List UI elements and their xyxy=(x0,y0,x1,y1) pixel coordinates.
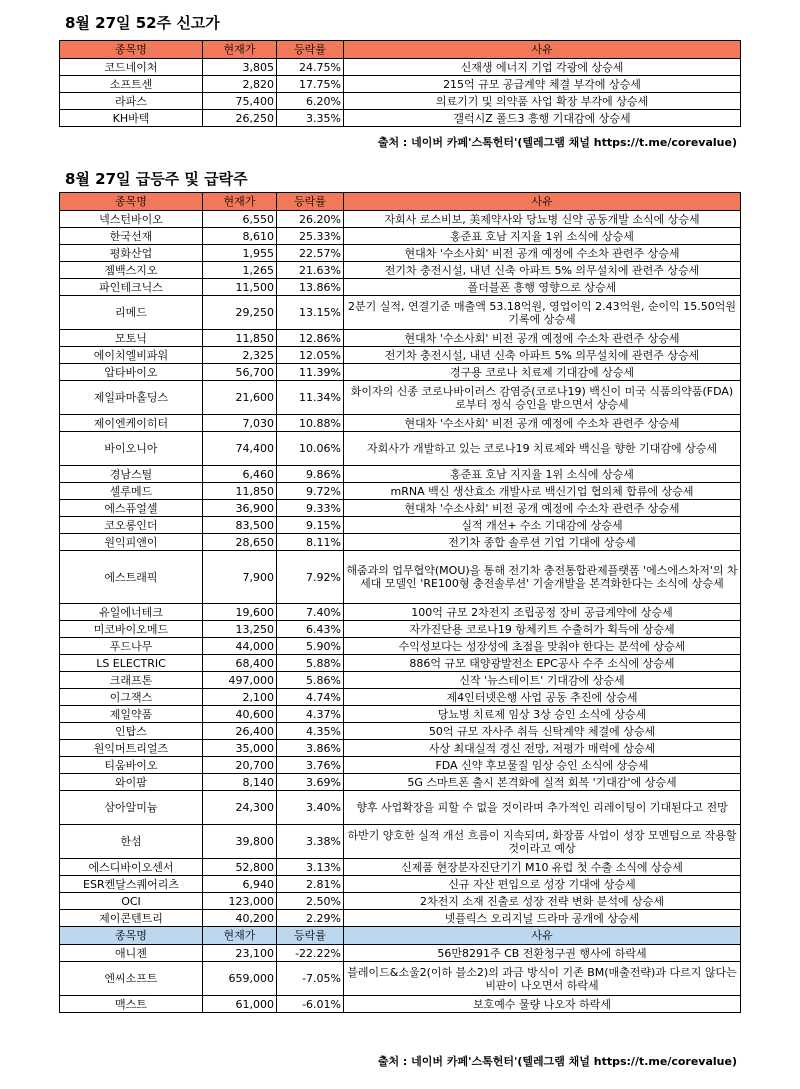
stock-name: 에스디바이오센서 xyxy=(60,859,203,876)
stock-price: 74,400 xyxy=(203,432,277,466)
stock-name: 라파스 xyxy=(60,93,203,110)
stock-name: 코드네이처 xyxy=(60,59,203,76)
table-row xyxy=(60,774,741,791)
stock-price: 21,600 xyxy=(203,381,277,415)
stock-reason: 2차전지 소재 진출로 성장 전략 변화 분석에 상승세 xyxy=(344,893,741,910)
stock-reason: 당뇨병 치료제 임상 3상 승인 소식에 상승세 xyxy=(344,706,741,723)
stock-reason: 현대차 '수소사회' 비전 공개 예정에 수소차 관련주 상승세 xyxy=(344,330,741,347)
header-price: 현재가 xyxy=(203,193,277,211)
table-row xyxy=(60,110,741,127)
table-row xyxy=(60,723,741,740)
stock-change: 26.20% xyxy=(277,211,344,228)
stock-price: 36,900 xyxy=(203,500,277,517)
header-change: 등락률 xyxy=(277,193,344,211)
table-row xyxy=(60,689,741,706)
stock-change: 11.39% xyxy=(277,364,344,381)
stock-change: 5.88% xyxy=(277,655,344,672)
stock-reason: 홍준표 호남 지지율 1위 소식에 상승세 xyxy=(344,466,741,483)
movers-table xyxy=(59,192,741,1013)
stock-price: 1,955 xyxy=(203,245,277,262)
stock-reason: 자회사 로스비보, 美제약사와 당뇨병 신약 공동개발 소식에 상승세 xyxy=(344,211,741,228)
table-row xyxy=(60,228,741,245)
stock-price: 6,940 xyxy=(203,876,277,893)
stock-name: 파인테크닉스 xyxy=(60,279,203,296)
stock-name: 삼아알미늄 xyxy=(60,791,203,825)
stock-name: 에스트래픽 xyxy=(60,551,203,604)
table-row xyxy=(60,330,741,347)
stock-change: 12.05% xyxy=(277,347,344,364)
stock-price: 75,400 xyxy=(203,93,277,110)
stock-price: 11,850 xyxy=(203,483,277,500)
stock-price: 659,000 xyxy=(203,962,277,996)
stock-reason: 블레이드&소울2(이하 블소2)의 과금 방식이 기존 BM(매출전략)과 다르지 않다는 비판이 나오면서 하락세 xyxy=(344,962,741,996)
table-row xyxy=(60,962,741,996)
stock-name: 와이팜 xyxy=(60,774,203,791)
stock-name: 바이오니아 xyxy=(60,432,203,466)
stock-change: 25.33% xyxy=(277,228,344,245)
header-reason: 사유 xyxy=(344,41,741,59)
stock-reason: 886억 규모 태양광발전소 EPC공사 수주 소식에 상승세 xyxy=(344,655,741,672)
stock-price: 20,700 xyxy=(203,757,277,774)
table-row xyxy=(60,59,741,76)
stock-price: 7,900 xyxy=(203,551,277,604)
header-row xyxy=(60,193,741,211)
stock-price: 1,265 xyxy=(203,262,277,279)
table-row xyxy=(60,604,741,621)
stock-reason: 향후 사업확장을 피할 수 없을 것이라며 추가적인 리레이팅이 기대된다고 전망 xyxy=(344,791,741,825)
table-row xyxy=(60,996,741,1013)
table-row xyxy=(60,76,741,93)
stock-change: 4.37% xyxy=(277,706,344,723)
stock-reason: 자가진단용 코로나19 항체키트 수출허가 획득에 상승세 xyxy=(344,621,741,638)
stock-name: 유일에너테크 xyxy=(60,604,203,621)
table-row xyxy=(60,262,741,279)
stock-reason: 56만8291주 CB 전환청구권 행사에 하락세 xyxy=(344,945,741,962)
stock-reason: 전기차 충전시설, 내년 신축 아파트 5% 의무설치에 관련주 상승세 xyxy=(344,262,741,279)
stock-price: 24,300 xyxy=(203,791,277,825)
table-row xyxy=(60,910,741,927)
stock-price: 8,140 xyxy=(203,774,277,791)
stock-change: -6.01% xyxy=(277,996,344,1013)
stock-name: 맥스트 xyxy=(60,996,203,1013)
stock-name: 원익머트리얼즈 xyxy=(60,740,203,757)
table-row xyxy=(60,672,741,689)
header-row xyxy=(60,41,741,59)
stock-price: 19,600 xyxy=(203,604,277,621)
stock-change: 6.43% xyxy=(277,621,344,638)
stock-price: 2,325 xyxy=(203,347,277,364)
stock-price: 6,460 xyxy=(203,466,277,483)
stock-name: 셀루메드 xyxy=(60,483,203,500)
stock-reason: 자회사가 개발하고 있는 코로나19 치료제와 백신을 향한 기대감에 상승세 xyxy=(344,432,741,466)
stock-name: 미코바이오메드 xyxy=(60,621,203,638)
fall-header-reason: 사유 xyxy=(344,927,741,945)
stock-change: 4.35% xyxy=(277,723,344,740)
stock-name: 애니젠 xyxy=(60,945,203,962)
stock-reason: 신재생 에너지 기업 각광에 상승세 xyxy=(344,59,741,76)
stock-change: 9.33% xyxy=(277,500,344,517)
header-change: 등락률 xyxy=(277,41,344,59)
table-row xyxy=(60,381,741,415)
section2-source: 출처 : 네이버 카페'스톡헌터'(텔레그램 채널 https://t.me/corevalue) xyxy=(377,1055,737,1068)
table-row xyxy=(60,483,741,500)
table-row xyxy=(60,655,741,672)
header-price: 현재가 xyxy=(203,41,277,59)
table-row xyxy=(60,245,741,262)
stock-reason: 50억 규모 자사주 취득 신탁계약 체결에 상승세 xyxy=(344,723,741,740)
section2-title: 8월 27일 급등주 및 급락주 xyxy=(65,170,248,188)
stock-change: 5.90% xyxy=(277,638,344,655)
stock-change: 3.38% xyxy=(277,825,344,859)
stock-name: 인탑스 xyxy=(60,723,203,740)
stock-change: 17.75% xyxy=(277,76,344,93)
table-row xyxy=(60,893,741,910)
stock-reason: 5G 스마트폰 출시 본격화에 실적 회복 '기대감'에 상승세 xyxy=(344,774,741,791)
stock-reason: 현대차 '수소사회' 비전 공개 예정에 수소차 관련주 상승세 xyxy=(344,245,741,262)
stock-reason: 폴더블폰 흥행 영향으로 상승세 xyxy=(344,279,741,296)
table-row xyxy=(60,517,741,534)
section1-source: 출처 : 네이버 카페'스톡헌터'(텔레그램 채널 https://t.me/corevalue) xyxy=(377,136,737,149)
stock-reason: mRNA 백신 생산효소 개발사로 백신기업 협의체 합류에 상승세 xyxy=(344,483,741,500)
header-name: 종목명 xyxy=(60,193,203,211)
stock-reason: 215억 규모 공급계약 체결 부각에 상승세 xyxy=(344,76,741,93)
stock-price: 7,030 xyxy=(203,415,277,432)
stock-name: OCI xyxy=(60,893,203,910)
stock-reason: 신제품 현장분자진단기기 M10 유럽 첫 수출 소식에 상승세 xyxy=(344,859,741,876)
stock-reason: 해줌과의 업무협약(MOU)을 통해 전기차 충전통합관제플랫폼 '에스에스차저'의 차세대 모델인 'RE100형 충전솔루션' 기술개발을 본격화한다는 소식에 상승세 xyxy=(344,551,741,604)
stock-reason: 현대차 '수소사회' 비전 공개 예정에 수소차 관련주 상승세 xyxy=(344,415,741,432)
stock-change: 2.50% xyxy=(277,893,344,910)
stock-reason: 100억 규모 2차전지 조립공정 장비 공급계약에 상승세 xyxy=(344,604,741,621)
table-row xyxy=(60,876,741,893)
stock-change: -7.05% xyxy=(277,962,344,996)
table-row xyxy=(60,551,741,604)
stock-reason: 신규 자산 편입으로 성장 기대에 상승세 xyxy=(344,876,741,893)
stock-price: 11,500 xyxy=(203,279,277,296)
stock-name: 원익피앤이 xyxy=(60,534,203,551)
stock-name: 모토닉 xyxy=(60,330,203,347)
stock-reason: 하반기 양호한 실적 개선 흐름이 지속되며, 화장품 사업이 성장 모멘텀으로 작용할 것이라고 예상 xyxy=(344,825,741,859)
stock-reason: 현대차 '수소사회' 비전 공개 예정에 수소차 관련주 상승세 xyxy=(344,500,741,517)
stock-price: 13,250 xyxy=(203,621,277,638)
fall-header-price: 현재가 xyxy=(203,927,277,945)
stock-reason: 신작 '뉴스테이트' 기대감에 상승세 xyxy=(344,672,741,689)
stock-name: 젬백스지오 xyxy=(60,262,203,279)
stock-change: 10.06% xyxy=(277,432,344,466)
stock-price: 8,610 xyxy=(203,228,277,245)
stock-price: 11,850 xyxy=(203,330,277,347)
stock-name: 코오롱인더 xyxy=(60,517,203,534)
fall-header-row xyxy=(60,927,741,945)
stock-change: 11.34% xyxy=(277,381,344,415)
stock-reason: 전기차 종합 솔루션 기업 기대에 상승세 xyxy=(344,534,741,551)
stock-change: 13.15% xyxy=(277,296,344,330)
table-row xyxy=(60,945,741,962)
table-row xyxy=(60,432,741,466)
section1-title: 8월 27일 52주 신고가 xyxy=(65,14,220,32)
table-row xyxy=(60,740,741,757)
table-row xyxy=(60,825,741,859)
stock-price: 61,000 xyxy=(203,996,277,1013)
stock-change: 3.86% xyxy=(277,740,344,757)
header-name: 종목명 xyxy=(60,41,203,59)
table-row xyxy=(60,279,741,296)
table-row xyxy=(60,706,741,723)
stock-change: 3.35% xyxy=(277,110,344,127)
table-row xyxy=(60,466,741,483)
stock-change: 8.11% xyxy=(277,534,344,551)
stock-reason: 사상 최대실적 경신 전망, 저평가 매력에 상승세 xyxy=(344,740,741,757)
stock-change: 9.86% xyxy=(277,466,344,483)
stock-change: 13.86% xyxy=(277,279,344,296)
stock-name: KH바텍 xyxy=(60,110,203,127)
stock-name: ESR켄달스퀘어리츠 xyxy=(60,876,203,893)
table-row xyxy=(60,296,741,330)
stock-change: 2.29% xyxy=(277,910,344,927)
stock-change: 22.57% xyxy=(277,245,344,262)
stock-name: 한섬 xyxy=(60,825,203,859)
stock-reason: 보호예수 물량 나오자 하락세 xyxy=(344,996,741,1013)
stock-price: 39,800 xyxy=(203,825,277,859)
stock-change: 21.63% xyxy=(277,262,344,279)
stock-reason: 제4인터넷은행 사업 공동 추진에 상승세 xyxy=(344,689,741,706)
stock-name: 압타바이오 xyxy=(60,364,203,381)
stock-name: 한국선재 xyxy=(60,228,203,245)
fall-header-change: 등락률 xyxy=(277,927,344,945)
stock-name: 경남스틸 xyxy=(60,466,203,483)
stock-price: 23,100 xyxy=(203,945,277,962)
stock-reason: FDA 신약 후보물질 임상 승인 소식에 상승세 xyxy=(344,757,741,774)
table-row xyxy=(60,757,741,774)
stock-name: 제이콘텐트리 xyxy=(60,910,203,927)
stock-change: 3.40% xyxy=(277,791,344,825)
table-row xyxy=(60,364,741,381)
stock-reason: 2분기 실적, 연결기준 매출액 53.18억원, 영업이익 2.43억원, 순이익 15.50억원 기록에 상승세 xyxy=(344,296,741,330)
stock-price: 29,250 xyxy=(203,296,277,330)
stock-change: 7.40% xyxy=(277,604,344,621)
stock-name: 제일파마홀딩스 xyxy=(60,381,203,415)
stock-name: 이그잭스 xyxy=(60,689,203,706)
stock-change: 12.86% xyxy=(277,330,344,347)
stock-name: 리메드 xyxy=(60,296,203,330)
stock-name: 제이엔케이히터 xyxy=(60,415,203,432)
stock-change: 3.76% xyxy=(277,757,344,774)
stock-reason: 실적 개선+ 수소 기대감에 상승세 xyxy=(344,517,741,534)
stock-price: 40,200 xyxy=(203,910,277,927)
table-row xyxy=(60,347,741,364)
table-row xyxy=(60,791,741,825)
stock-price: 40,600 xyxy=(203,706,277,723)
stock-name: 푸드나무 xyxy=(60,638,203,655)
stock-price: 35,000 xyxy=(203,740,277,757)
stock-price: 6,550 xyxy=(203,211,277,228)
table-row xyxy=(60,415,741,432)
stock-change: -22.22% xyxy=(277,945,344,962)
stock-price: 83,500 xyxy=(203,517,277,534)
stock-reason: 화이자의 신종 코로나바이러스 감염증(코로나19) 백신이 미국 식품의약품(FDA)로부터 정식 승인을 받으면서 상승세 xyxy=(344,381,741,415)
stock-reason: 전기차 충전시설, 내년 신축 아파트 5% 의무설치에 관련주 상승세 xyxy=(344,347,741,364)
stock-name: 넥스턴바이오 xyxy=(60,211,203,228)
stock-change: 24.75% xyxy=(277,59,344,76)
stock-reason: 갤럭시Z 폴드3 흥행 기대감에 상승세 xyxy=(344,110,741,127)
table-row xyxy=(60,93,741,110)
stock-price: 2,100 xyxy=(203,689,277,706)
stock-price: 2,820 xyxy=(203,76,277,93)
table-row xyxy=(60,500,741,517)
stock-name: 평화산업 xyxy=(60,245,203,262)
stock-price: 28,650 xyxy=(203,534,277,551)
stock-change: 4.74% xyxy=(277,689,344,706)
table-row xyxy=(60,621,741,638)
stock-change: 5.86% xyxy=(277,672,344,689)
stock-reason: 경구용 코로나 치료제 기대감에 상승세 xyxy=(344,364,741,381)
fall-header-name: 종목명 xyxy=(60,927,203,945)
new-high-table xyxy=(59,40,741,127)
stock-price: 26,250 xyxy=(203,110,277,127)
stock-price: 3,805 xyxy=(203,59,277,76)
stock-change: 6.20% xyxy=(277,93,344,110)
stock-price: 123,000 xyxy=(203,893,277,910)
stock-name: 엔씨소프트 xyxy=(60,962,203,996)
stock-name: 에이치엘비파워 xyxy=(60,347,203,364)
stock-change: 9.15% xyxy=(277,517,344,534)
stock-price: 44,000 xyxy=(203,638,277,655)
stock-reason: 수익성보다는 성장성에 초점을 맞춰야 한다는 분석에 상승세 xyxy=(344,638,741,655)
table-row xyxy=(60,534,741,551)
stock-change: 9.72% xyxy=(277,483,344,500)
stock-name: 제일약품 xyxy=(60,706,203,723)
stock-price: 56,700 xyxy=(203,364,277,381)
stock-price: 52,800 xyxy=(203,859,277,876)
stock-name: LS ELECTRIC xyxy=(60,655,203,672)
stock-change: 10.88% xyxy=(277,415,344,432)
stock-change: 7.92% xyxy=(277,551,344,604)
stock-name: 크래프톤 xyxy=(60,672,203,689)
stock-name: 티움바이오 xyxy=(60,757,203,774)
stock-reason: 의료기기 및 의약품 사업 확장 부각에 상승세 xyxy=(344,93,741,110)
stock-change: 3.13% xyxy=(277,859,344,876)
stock-change: 3.69% xyxy=(277,774,344,791)
stock-price: 497,000 xyxy=(203,672,277,689)
stock-reason: 홍준표 호남 지지율 1위 소식에 상승세 xyxy=(344,228,741,245)
table-row xyxy=(60,211,741,228)
stock-change: 2.81% xyxy=(277,876,344,893)
stock-price: 26,400 xyxy=(203,723,277,740)
table-row xyxy=(60,638,741,655)
stock-price: 68,400 xyxy=(203,655,277,672)
header-reason: 사유 xyxy=(344,193,741,211)
table-row xyxy=(60,859,741,876)
stock-reason: 넷플릭스 오리지널 드라마 공개에 상승세 xyxy=(344,910,741,927)
stock-name: 소프트센 xyxy=(60,76,203,93)
stock-name: 에스퓨얼셀 xyxy=(60,500,203,517)
